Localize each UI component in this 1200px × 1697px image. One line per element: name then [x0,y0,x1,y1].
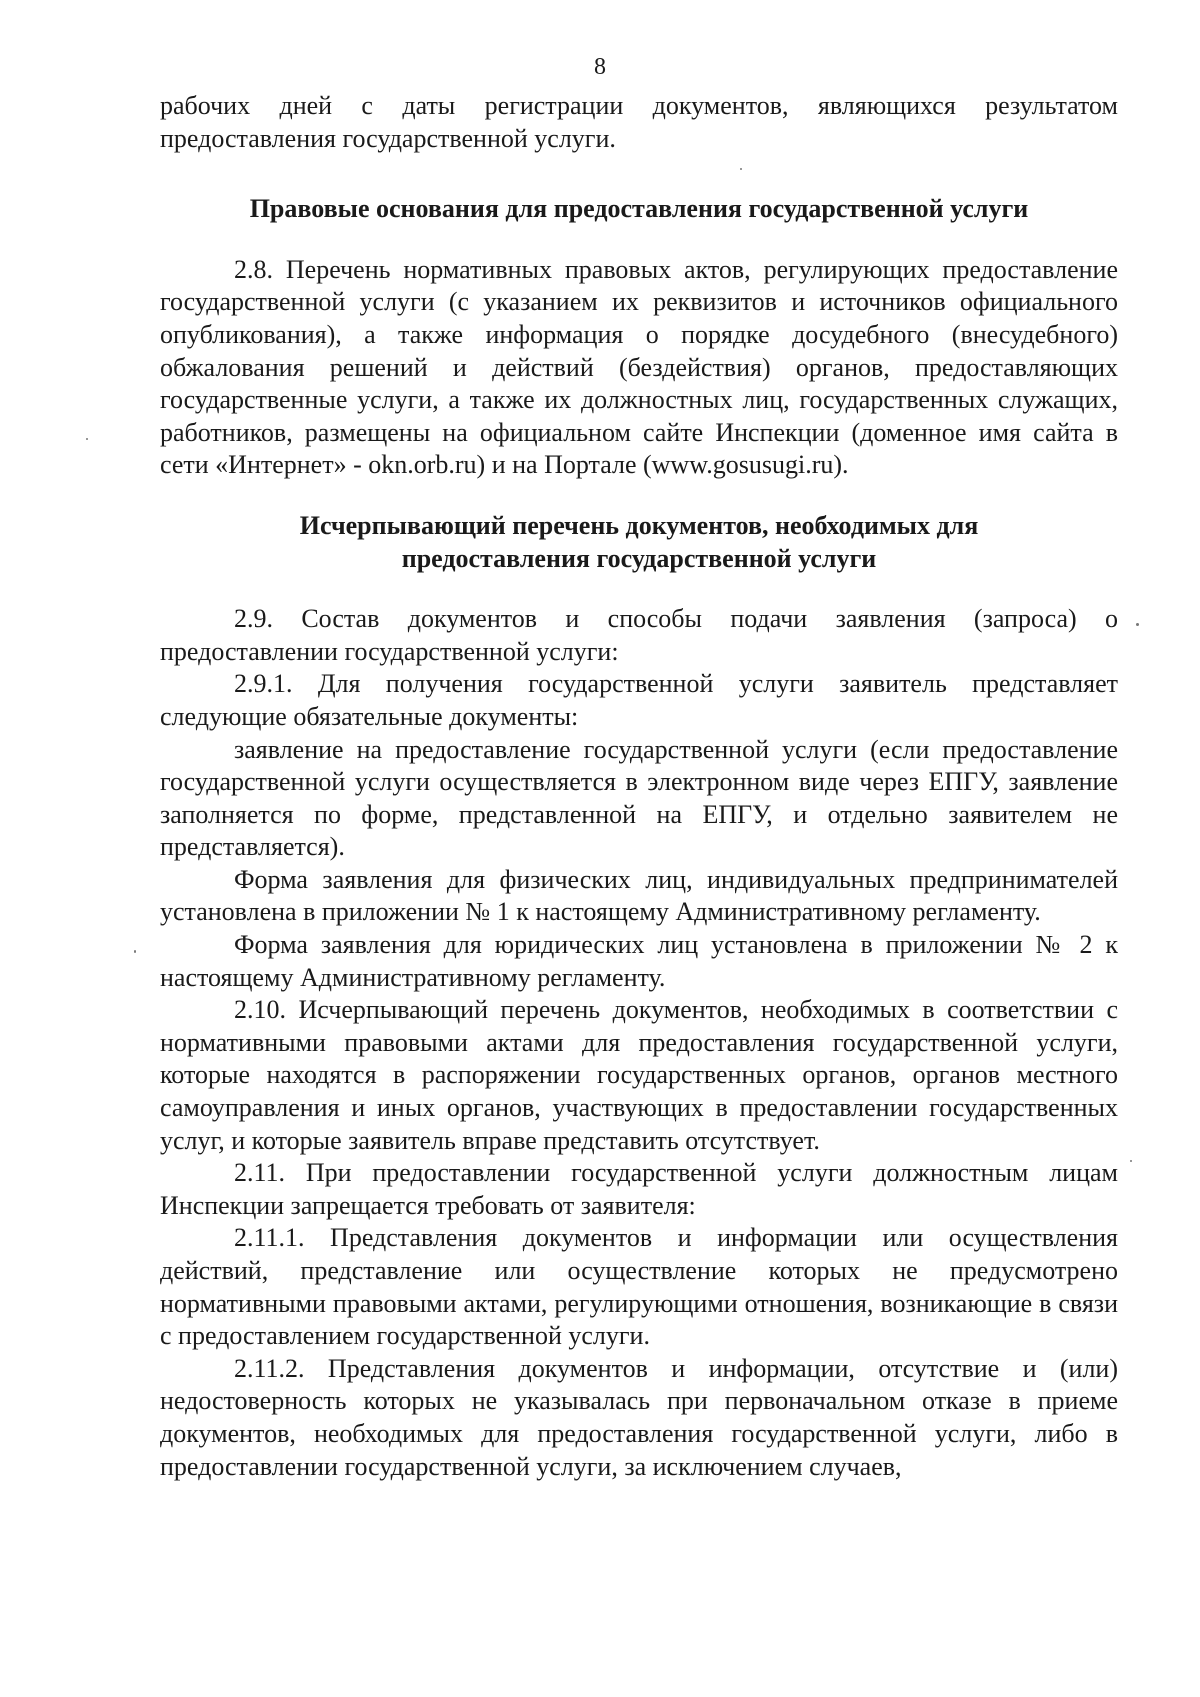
document-body [160,90,1118,1483]
paragraph-2-11-2: 2.11.2. Представления документов и информации, отсутствие и (или) недостоверность которых не указывалась при первоначальном отказе в приеме документов, необходимых для предоставления государственной услуги, либо в предоставлении государственной услуги, за исключением случаев, [160,1353,1118,1481]
paragraph-2-10: 2.10. Исчерпывающий перечень документов, необходимых в соответствии с нормативными правовыми актами для предоставления государственной услуги, которые находятся в распоряжении государственных органов, органов местного самоуправления и иных органов, участвующих в предоставлении государственных услуг, и которые заявитель вправе представить отсутствует. [160,995,1118,1155]
paragraph-2-9: 2.9. Состав документов и способы подачи заявления (запроса) о предоставлении государственной услуги: [160,604,1118,666]
scan-speck [740,168,742,170]
spacer [160,575,1118,603]
spacer [160,155,1118,193]
paragraph-2-8: 2.8. Перечень нормативных правовых актов, регулирующих предоставление государственной услуги (с указанием их реквизитов и источников официального опубликования), а также информация о порядке досудебного (внесудебного) обжалования решений и действий (бездействия) органов, предоставляющих государственные услуги, а также их должностных лиц, государственных служащих, работников, размещены на официальном сайте Инспекции (доменное имя сайта в сети «Интернет» - okn.orb.ru) и на Портале (www.gosusugi.ru). [160,254,1118,480]
paragraph-2-11-1: 2.11.1. Представления документов и информации или осуществления действий, представление или осуществление которых не предусмотрено нормативными правовыми актами, регулирующими отношения, возникающие в связи с предоставлением государственной услуги. [160,1223,1118,1351]
paragraph-form-individuals: Форма заявления для физических лиц, индивидуальных предпринимателей установлена в приложении № 1 к настоящему Административному регламенту. [160,864,1118,927]
spacer [160,482,1118,510]
paragraph-2-11: 2.11. При предоставлении государственной услуги должностным лицам Инспекции запрещается требовать от заявителя: [160,1158,1118,1220]
paragraph-continuation: рабочих дней с даты регистрации документов, являющихся результатом предоставления государственной услуги. [160,91,1118,153]
paragraph-2-9-1: 2.9.1. Для получения государственной услуги заявитель представляет следующие обязательные документы: [160,669,1118,731]
scan-speck [1136,623,1139,626]
section-heading-documents-line-2: предоставления государственной услуги [401,543,877,573]
scan-speck [134,950,136,953]
scan-speck [86,438,88,440]
paragraph-form-legal-entities: Форма заявления для юридических лиц установлена в приложении № 2 к настоящему Административному регламенту. [160,930,1118,992]
section-heading-legal-basis: Правовые основания для предоставления государственной услуги [249,194,1029,224]
spacer [160,226,1118,254]
page-number: 8 [594,54,606,80]
scan-speck [1130,1160,1132,1162]
section-heading-documents-line-1: Исчерпывающий перечень документов, необходимых для [299,510,979,540]
paragraph-application: заявление на предоставление государственной услуги (если предоставление государственной услуги осуществляется в электронном виде через ЕПГУ, заявление заполняется по форме, представленной на ЕПГУ, и отдельно заявителем не представляется). [160,734,1118,862]
